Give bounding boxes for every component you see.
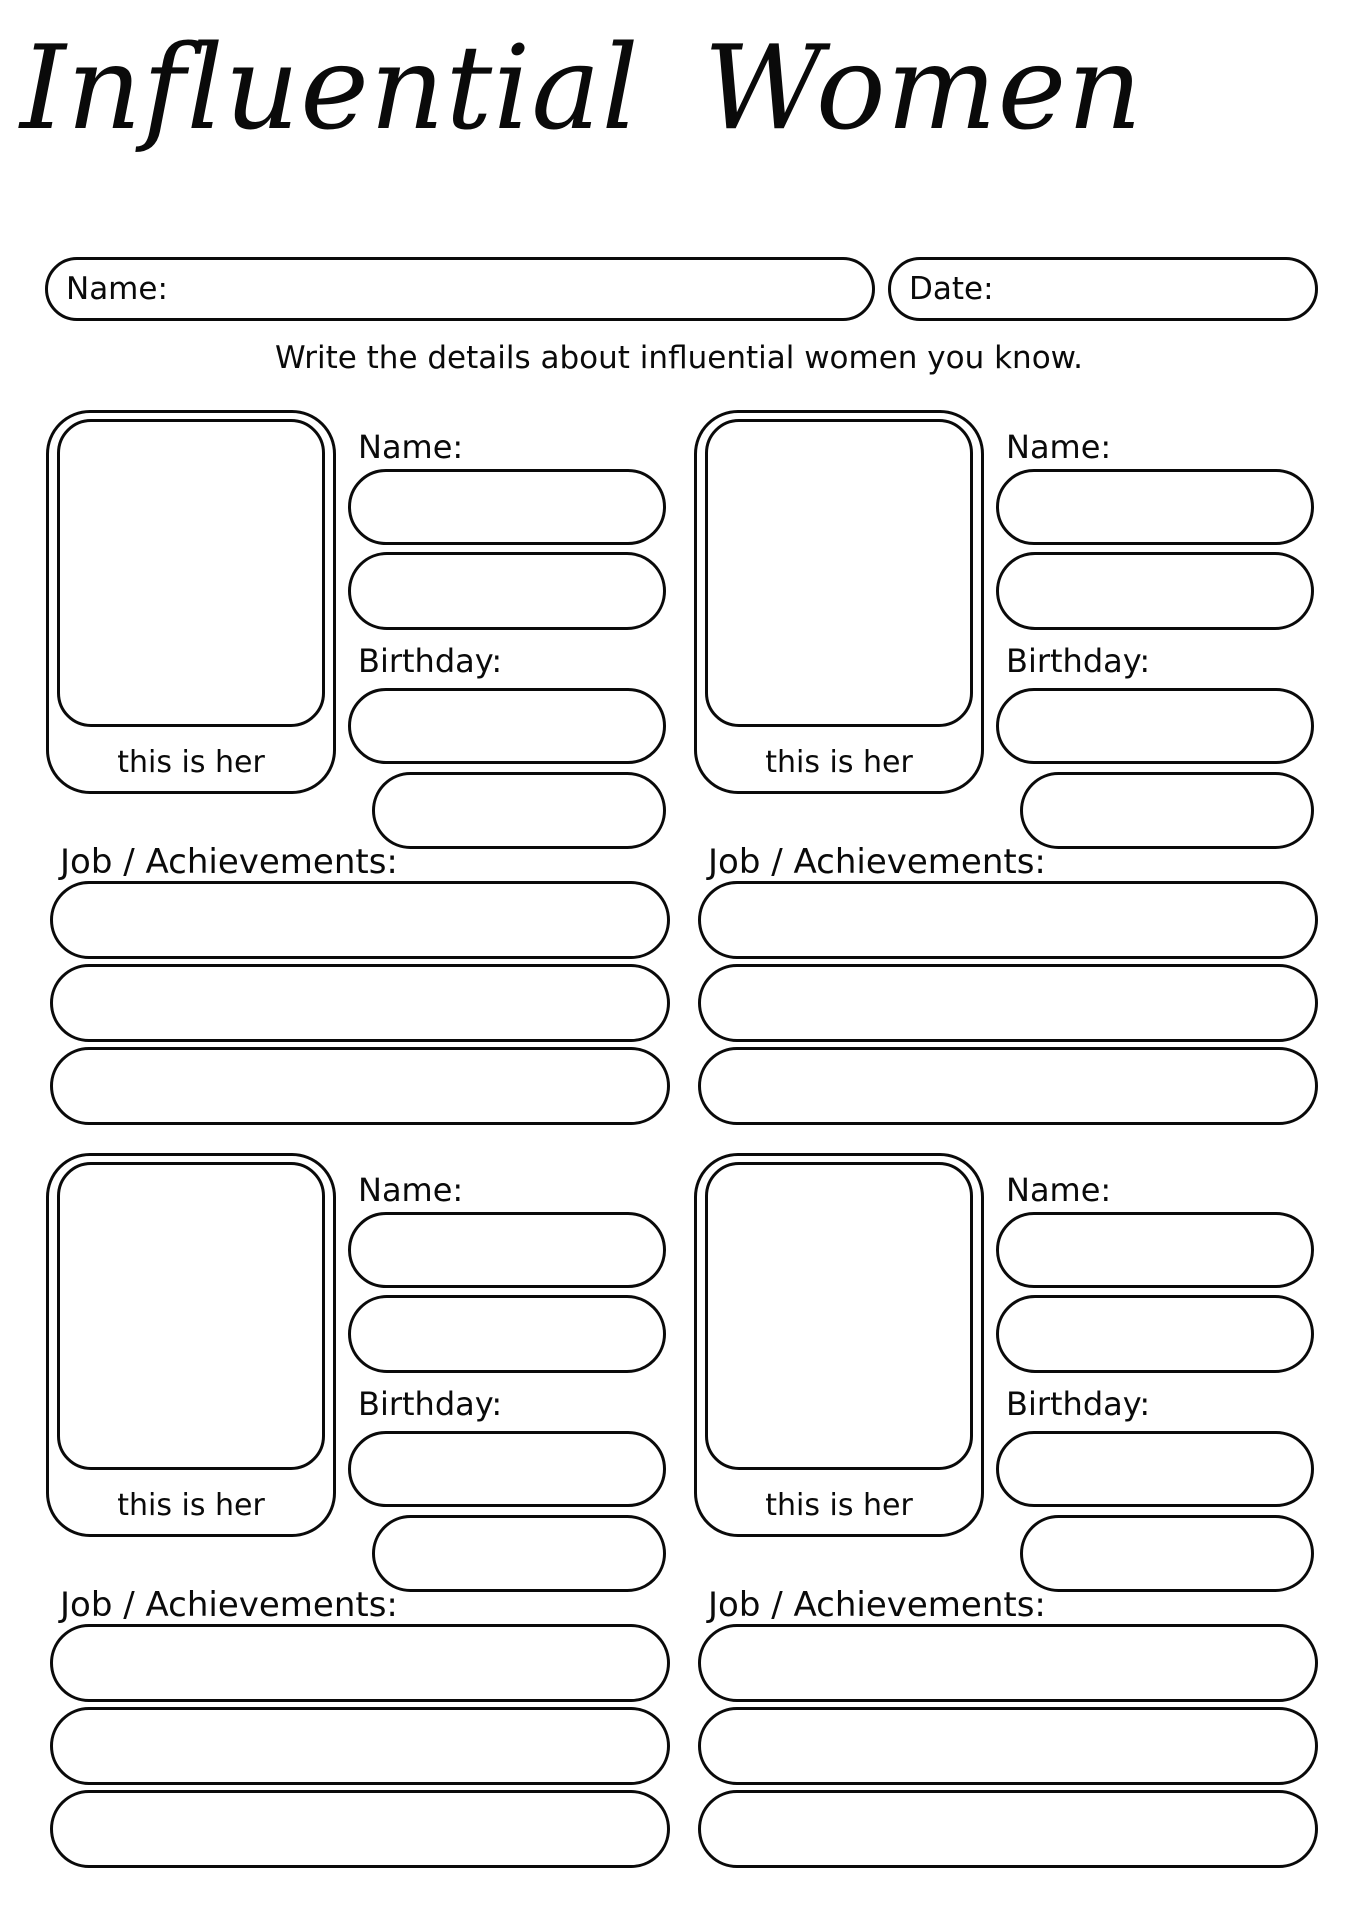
influential-woman-card-1 <box>46 410 676 1126</box>
name-label: Name: <box>358 428 464 466</box>
influential-woman-card-3 <box>46 1153 676 1869</box>
job-input-line-3[interactable] <box>50 1790 670 1868</box>
job-input-line-2[interactable] <box>50 1707 670 1785</box>
influential-woman-card-4 <box>694 1153 1324 1869</box>
job-input-line-1[interactable] <box>50 1624 670 1702</box>
job-input-line-2[interactable] <box>50 964 670 1042</box>
birthday-label: Birthday: <box>358 1385 503 1423</box>
instruction-text: Write the details about influential women you know. <box>274 340 1084 376</box>
influential-woman-card-2 <box>694 410 1324 1126</box>
job-input-line-2[interactable] <box>698 964 1318 1042</box>
photo-placeholder[interactable] <box>57 1162 325 1470</box>
birthday-input-line-1[interactable] <box>996 1431 1314 1507</box>
job-achievements-label: Job / Achievements: <box>708 842 1046 882</box>
job-input-line-3[interactable] <box>698 1790 1318 1868</box>
birthday-input-line-2[interactable] <box>372 1515 666 1592</box>
birthday-label: Birthday: <box>1006 642 1151 680</box>
job-input-line-3[interactable] <box>50 1047 670 1125</box>
name-input-line-1[interactable] <box>348 469 666 545</box>
job-input-line-2[interactable] <box>698 1707 1318 1785</box>
job-achievements-label: Job / Achievements: <box>60 842 398 882</box>
birthday-input-line-1[interactable] <box>996 688 1314 764</box>
photo-frame <box>46 1153 336 1537</box>
name-input-line-2[interactable] <box>348 1295 666 1373</box>
name-input-line-2[interactable] <box>996 552 1314 630</box>
photo-caption: this is her <box>765 745 913 780</box>
photo-placeholder[interactable] <box>705 1162 973 1470</box>
name-input-line-1[interactable] <box>996 1212 1314 1288</box>
photo-caption: this is her <box>117 745 265 780</box>
name-label: Name: <box>358 1171 464 1209</box>
name-input-line-1[interactable] <box>996 469 1314 545</box>
birthday-input-line-2[interactable] <box>372 772 666 849</box>
name-label: Name: <box>1006 1171 1112 1209</box>
photo-placeholder[interactable] <box>57 419 325 727</box>
birthday-input-line-1[interactable] <box>348 1431 666 1507</box>
job-input-line-1[interactable] <box>50 881 670 959</box>
job-achievements-label: Job / Achievements: <box>60 1585 398 1625</box>
job-input-line-1[interactable] <box>698 881 1318 959</box>
name-input-line-2[interactable] <box>996 1295 1314 1373</box>
worksheet-title: Influential Women <box>20 21 1144 156</box>
date-field[interactable] <box>888 257 1318 321</box>
birthday-label: Birthday: <box>358 642 503 680</box>
name-input-line-1[interactable] <box>348 1212 666 1288</box>
student-name-label: Name: <box>66 271 168 307</box>
name-input-line-2[interactable] <box>348 552 666 630</box>
photo-placeholder[interactable] <box>705 419 973 727</box>
student-name-field[interactable] <box>45 257 875 321</box>
job-achievements-label: Job / Achievements: <box>708 1585 1046 1625</box>
job-input-line-3[interactable] <box>698 1047 1318 1125</box>
date-label: Date: <box>909 271 994 307</box>
photo-caption: this is her <box>765 1488 913 1523</box>
birthday-input-line-2[interactable] <box>1020 772 1314 849</box>
photo-caption: this is her <box>117 1488 265 1523</box>
name-label: Name: <box>1006 428 1112 466</box>
job-input-line-1[interactable] <box>698 1624 1318 1702</box>
birthday-input-line-1[interactable] <box>348 688 666 764</box>
birthday-label: Birthday: <box>1006 1385 1151 1423</box>
photo-frame <box>694 410 984 794</box>
birthday-input-line-2[interactable] <box>1020 1515 1314 1592</box>
photo-frame <box>694 1153 984 1537</box>
photo-frame <box>46 410 336 794</box>
